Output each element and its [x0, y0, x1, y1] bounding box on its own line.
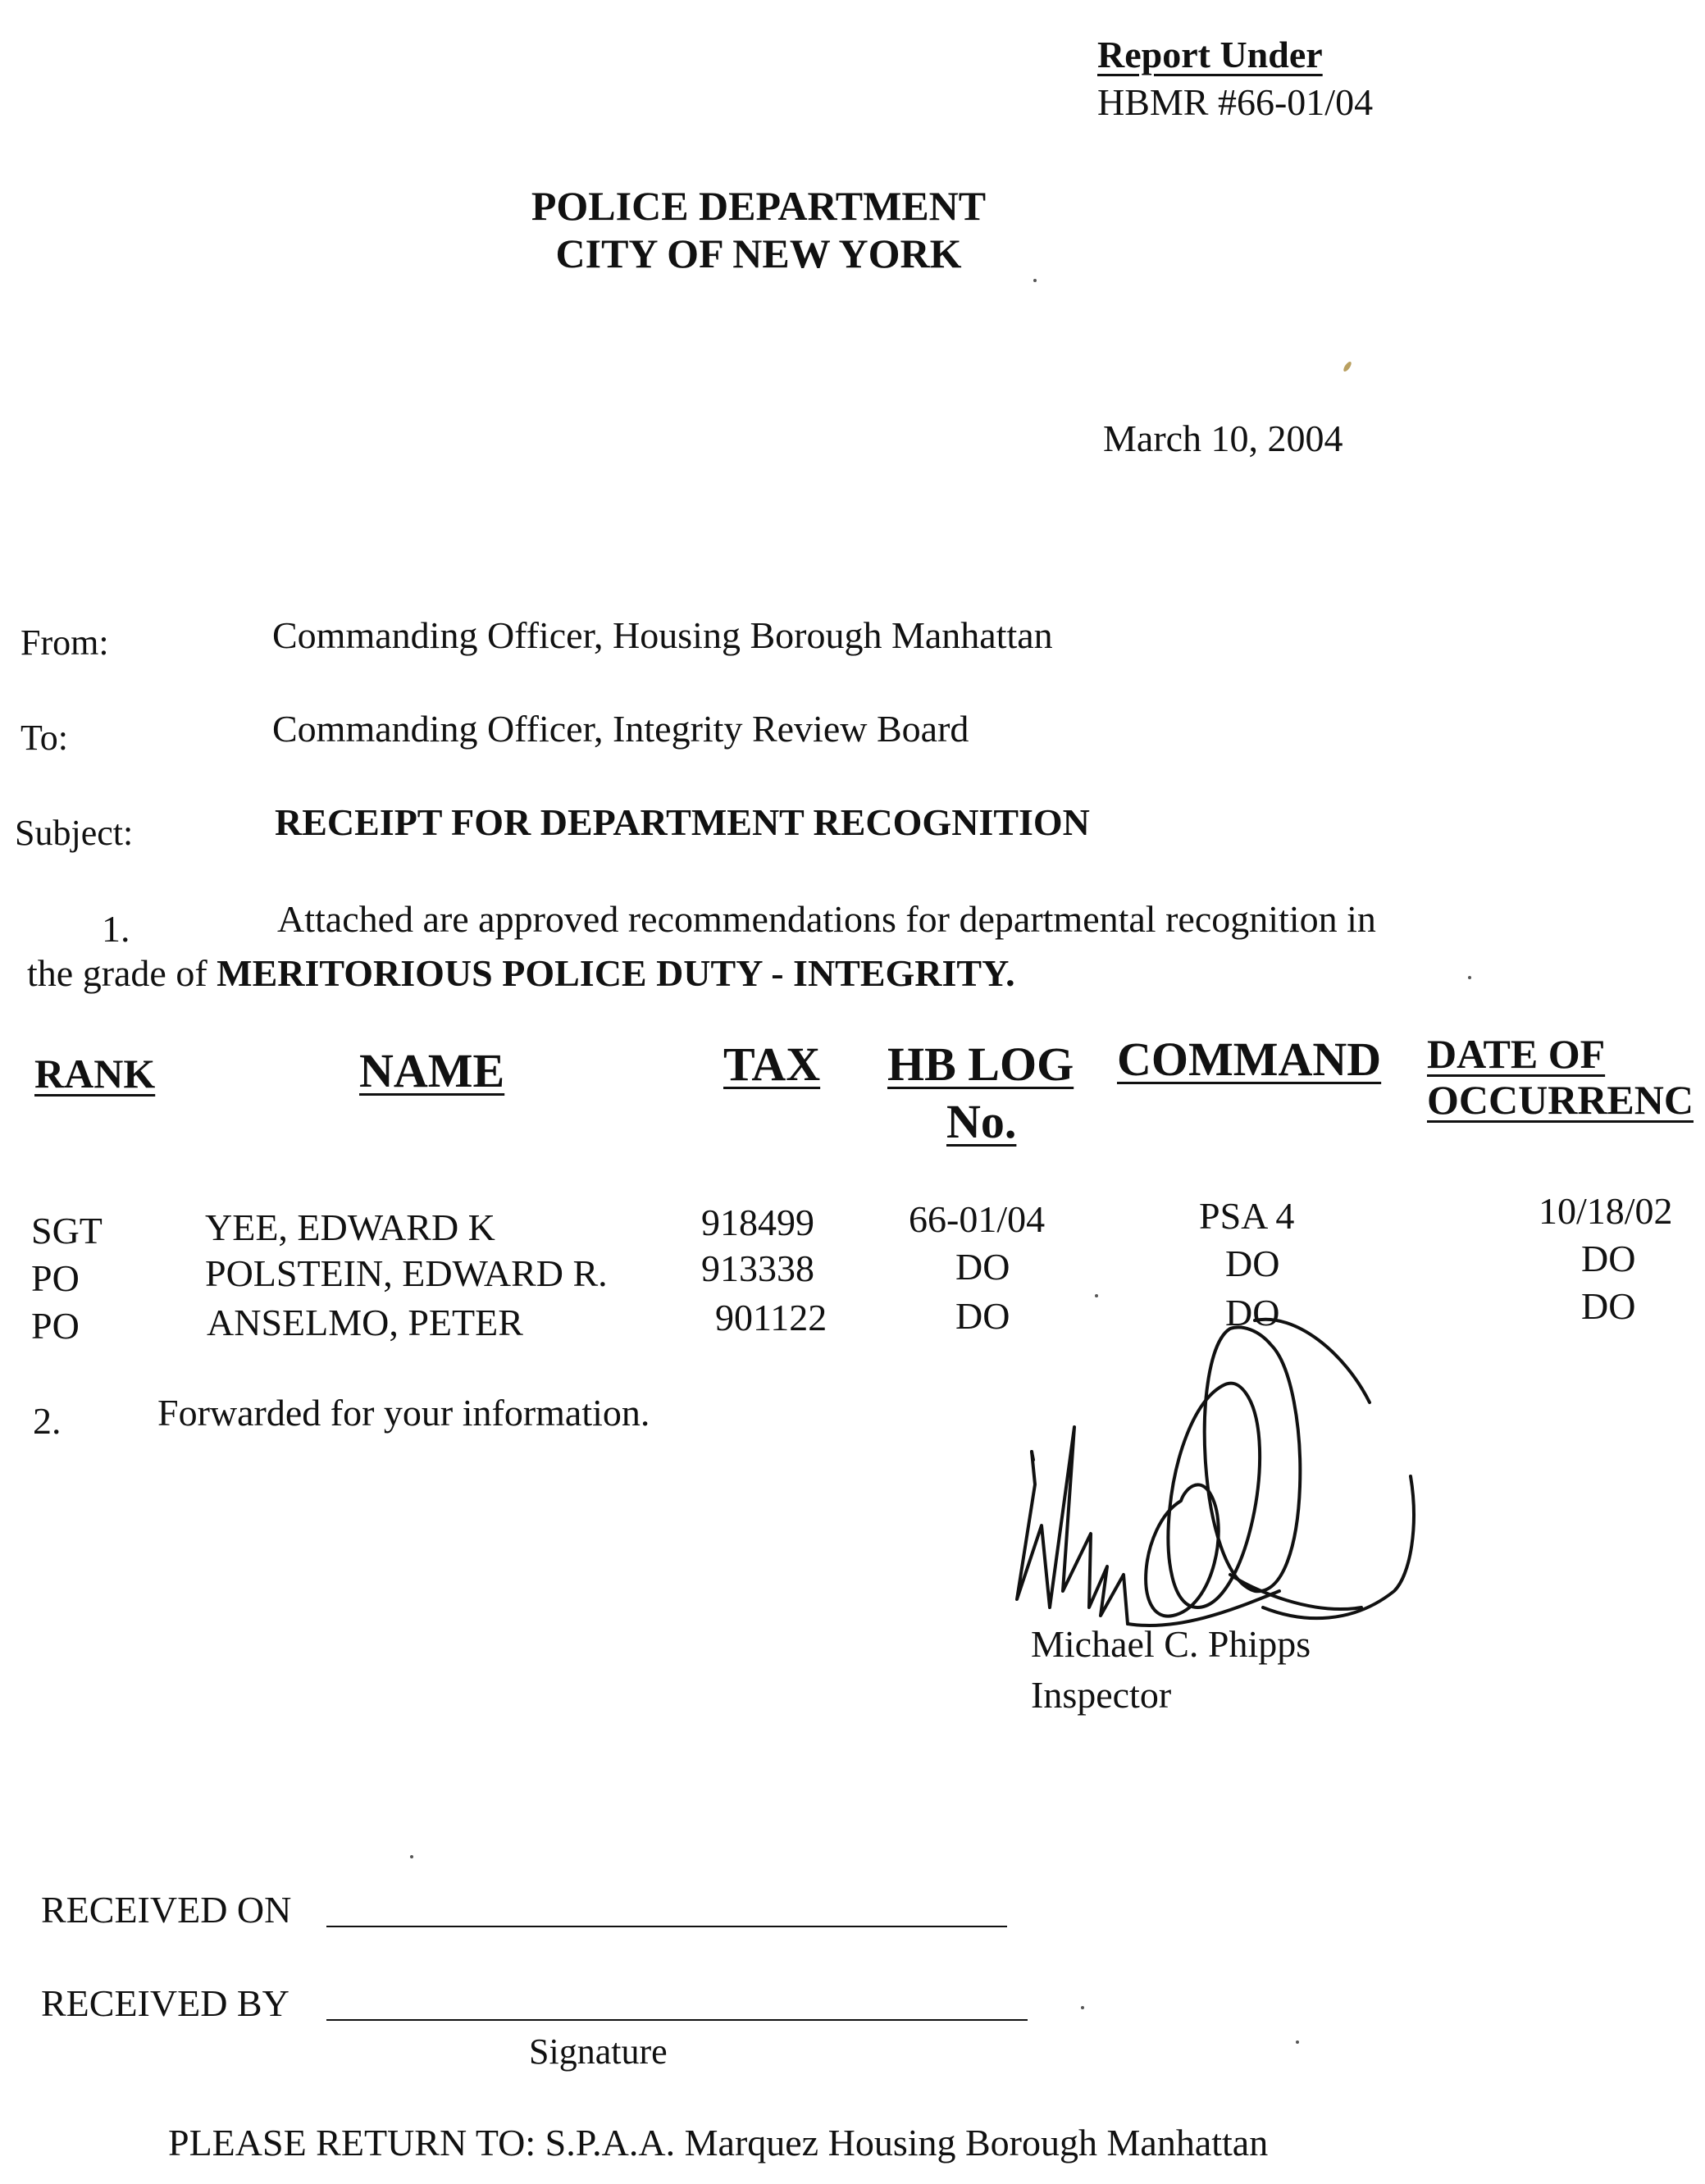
- received-on-line[interactable]: [326, 1926, 1007, 1927]
- scan-speck: [1081, 2006, 1084, 2009]
- cell-hb-log: DO: [955, 1295, 1010, 1337]
- received-on-label: RECEIVED ON: [41, 1889, 292, 1931]
- cell-command: DO: [1225, 1242, 1280, 1284]
- cell-hb-log: DO: [955, 1246, 1010, 1288]
- cell-name: POLSTEIN, EDWARD R.: [205, 1252, 608, 1294]
- agency-line-2: CITY OF NEW YORK: [555, 230, 962, 276]
- report-under-label: Report Under: [1097, 34, 1323, 75]
- from-value: Commanding Officer, Housing Borough Manhattan: [272, 614, 1053, 656]
- return-to-instruction: PLEASE RETURN TO: S.P.A.A. Marquez Housing Borough Manhattan: [168, 2122, 1269, 2163]
- scan-speck: [1468, 976, 1471, 979]
- column-header-occurrence: OCCURRENC: [1427, 1077, 1694, 1123]
- cell-rank: PO: [31, 1305, 80, 1347]
- cell-command: DO: [1225, 1292, 1280, 1334]
- cell-tax: 918499: [701, 1201, 814, 1243]
- scan-speck: [1095, 1294, 1098, 1297]
- to-label: To:: [21, 718, 69, 758]
- cell-rank: SGT: [31, 1210, 103, 1252]
- column-header-hb-log: HB LOG: [887, 1037, 1074, 1091]
- para-2-text: Forwarded for your information.: [157, 1392, 650, 1434]
- column-header-hb-log-no: No.: [946, 1095, 1017, 1148]
- para-2-number: 2.: [33, 1400, 62, 1442]
- cell-rank: PO: [31, 1257, 80, 1299]
- para-1-line-2: [27, 951, 1015, 995]
- scan-speck: [1033, 279, 1037, 282]
- cell-hb-log: 66-01/04: [909, 1198, 1046, 1240]
- cell-command: PSA 4: [1199, 1195, 1295, 1237]
- signatory-name: Michael C. Phipps: [1031, 1623, 1311, 1665]
- cell-name: YEE, EDWARD K: [205, 1206, 495, 1248]
- signature-caption: Signature: [529, 2031, 668, 2072]
- column-header-rank: RANK: [34, 1051, 156, 1097]
- cell-name: ANSELMO, PETER: [207, 1302, 523, 1343]
- signatory-title: Inspector: [1031, 1674, 1172, 1716]
- column-header-date-of: DATE OF: [1427, 1031, 1606, 1077]
- para-1-number: 1.: [102, 908, 130, 950]
- cell-date: 10/18/02: [1539, 1190, 1673, 1232]
- para-1-line-2-prefix: the grade of: [27, 952, 217, 994]
- cell-date: DO: [1581, 1285, 1636, 1327]
- received-by-label: RECEIVED BY: [41, 1982, 289, 2024]
- para-1-line-1: Attached are approved recommendations for departmental recognition in: [277, 898, 1376, 940]
- received-by-signature-line[interactable]: [326, 2019, 1028, 2021]
- document-date: March 10, 2004: [1103, 417, 1343, 459]
- subject-label: Subject:: [15, 813, 134, 853]
- subject-value: RECEIPT FOR DEPARTMENT RECOGNITION: [275, 801, 1090, 843]
- from-label: From:: [21, 622, 109, 663]
- column-header-name: NAME: [359, 1044, 505, 1097]
- scan-speck: [410, 1855, 413, 1858]
- agency-line-1: POLICE DEPARTMENT: [531, 183, 987, 229]
- column-header-tax: TAX: [723, 1037, 821, 1091]
- column-header-command: COMMAND: [1117, 1033, 1382, 1086]
- handwritten-signature: [984, 1279, 1443, 1640]
- to-value: Commanding Officer, Integrity Review Board: [272, 708, 969, 750]
- scan-speck: [1296, 2040, 1299, 2044]
- cell-tax: 913338: [701, 1247, 814, 1289]
- cell-date: DO: [1581, 1238, 1636, 1279]
- scan-speck: [1343, 361, 1353, 373]
- recognition-grade: MERITORIOUS POLICE DUTY - INTEGRITY.: [217, 952, 1015, 994]
- report-number: HBMR #66-01/04: [1097, 81, 1374, 123]
- cell-tax: 901122: [715, 1297, 827, 1338]
